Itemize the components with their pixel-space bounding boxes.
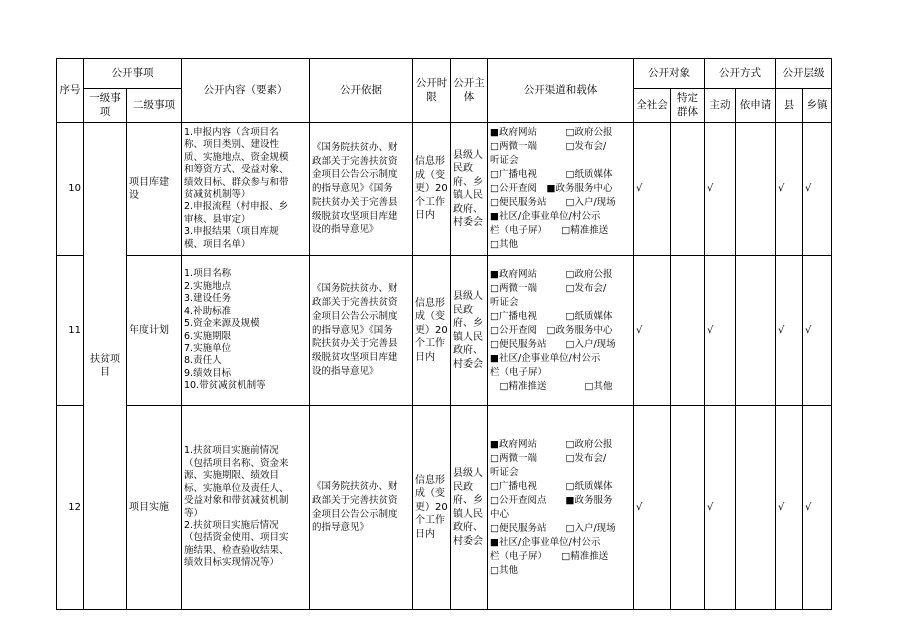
header-level-county: 县 (776, 89, 803, 123)
item-content: 1.申报内容（含项目名 称、项目类别、建设性 质、实施地点、资金规模 和筹资方式、受益对象、 绩效目标、群众参与和带 贫减贫机制等） 2.申报流程（村申报、乡 审核、县审定） 3.申报结果（项目库规 模、项目名单） (182, 123, 310, 256)
header-level: 公开层级 (776, 59, 832, 89)
header-content: 公开内容（要素） (182, 59, 310, 123)
check-all: √ (634, 406, 671, 610)
header-level1: 一级事项 (84, 89, 127, 123)
check-request (736, 256, 776, 406)
check-town: √ (803, 123, 832, 256)
item-channel: ■政府网站 □政府公报 □两微一端 □发布会/ 听证会 □广播电视 □纸质媒体 □公开查阅 □政务服务中心 □便民服务站 □入户/现场 ■社区/企事业单位/村公示 栏（电子屏） □精准推送 □其他 (488, 256, 634, 406)
item-content: 1.扶贫项目实施前情况 （包括项目名称、资金来 源、实施期限、绩效目 标、实施单位及责任人、 受益对象和带贫减贫机制 等） 2.扶贫项目实施后情况 （包括资金使用、项目实 施结果、检查验收结果、 绩效目标实现情况等） (182, 406, 310, 610)
item-basis: 《国务院扶贫办、财 政部关于完善扶贫资 金项目公告公示制度 的指导意见》《国务 院扶贫办关于完善县 级脱贫攻坚项目库建 设的指导意见》 (310, 256, 413, 406)
row-number: 10 (57, 123, 84, 256)
item-basis: 《国务院扶贫办、财 政部关于完善扶贫资 金项目公告公示制度 的指导意见》 (310, 406, 413, 610)
table-row (57, 406, 832, 610)
header-basis: 公开依据 (310, 59, 413, 123)
header-method: 公开方式 (705, 59, 776, 89)
check-town: √ (803, 256, 832, 406)
table-row (57, 123, 832, 256)
item-channel: ■政府网站 □政府公报 □两微一端 □发布会/ 听证会 □广播电视 □纸质媒体 □公开查阅点 ■政务服务 中心 □便民服务站 □入户/现场 ■社区/企事业单位/村公示 栏（电子屏） □精准推送 □其他 (488, 406, 634, 610)
item-content: 1.项目名称 2.实施地点 3.建设任务 4.补助标准 5.资金来源及规模 6.实施期限 7.实施单位 8.责任人 9.绩效目标 10.带贫减贫机制等 (182, 256, 310, 406)
item-subject: 县级人 民政 府、乡 镇人民 政府、 村委会 (451, 256, 488, 406)
header-level-town: 乡镇 (803, 89, 832, 123)
item-subject: 县级人 民政 府、乡 镇人民 政府、 村委会 (451, 123, 488, 256)
group-label: 扶贫项目 (84, 123, 127, 610)
header-channel: 公开渠道和载体 (488, 59, 634, 123)
check-request (736, 406, 776, 610)
table-row (57, 256, 832, 406)
header-target-all: 全社会 (634, 89, 671, 123)
header-items: 公开事项 (84, 59, 182, 89)
item-basis: 《国务院扶贫办、财 政部关于完善扶贫资 金项目公告公示制度 的指导意见》《国务 院扶贫办关于完善县 级脱贫攻坚项目库建 设的指导意见》 (310, 123, 413, 256)
check-specific (671, 123, 705, 256)
check-active: √ (705, 406, 736, 610)
item-time: 信息形 成（变 更）20 个工作 日内 (413, 406, 451, 610)
header-seq: 序号 (57, 59, 84, 123)
check-all: √ (634, 123, 671, 256)
check-county: √ (776, 406, 803, 610)
check-active: √ (705, 256, 736, 406)
item-name: 项目库建 设 (127, 123, 182, 256)
header-method-active: 主动 (705, 89, 736, 123)
header-method-request: 依申请 (736, 89, 776, 123)
row-number: 11 (57, 256, 84, 406)
check-request (736, 123, 776, 256)
check-county: √ (776, 123, 803, 256)
item-channel: ■政府网站 □政府公报 □两微一端 □发布会/ 听证会 □广播电视 □纸质媒体 □公开查阅 ■政务服务中心 □便民服务站 □入户/现场 ■社区/企事业单位/村公示 栏（电子屏） □精准推送 □其他 (488, 123, 634, 256)
row-number: 12 (57, 406, 84, 610)
item-time: 信息形 成（变 更）20 个工作 日内 (413, 123, 451, 256)
check-specific (671, 406, 705, 610)
check-town: √ (803, 406, 832, 610)
item-subject: 县级人 民政 府、乡 镇人民 政府、 村委会 (451, 406, 488, 610)
header-target: 公开对象 (634, 59, 705, 89)
item-name: 年度计划 (127, 256, 182, 406)
item-time: 信息形 成（变 更）20 个工作 日内 (413, 256, 451, 406)
check-specific (671, 256, 705, 406)
check-active: √ (705, 123, 736, 256)
check-all: √ (634, 256, 671, 406)
disclosure-table (56, 58, 832, 610)
header-level2: 二级事项 (127, 89, 182, 123)
header-time: 公开时 限 (413, 59, 451, 123)
check-county: √ (776, 256, 803, 406)
header-target-specific: 特定 群体 (671, 89, 705, 123)
item-name: 项目实施 (127, 406, 182, 610)
header-subject: 公开主 体 (451, 59, 488, 123)
